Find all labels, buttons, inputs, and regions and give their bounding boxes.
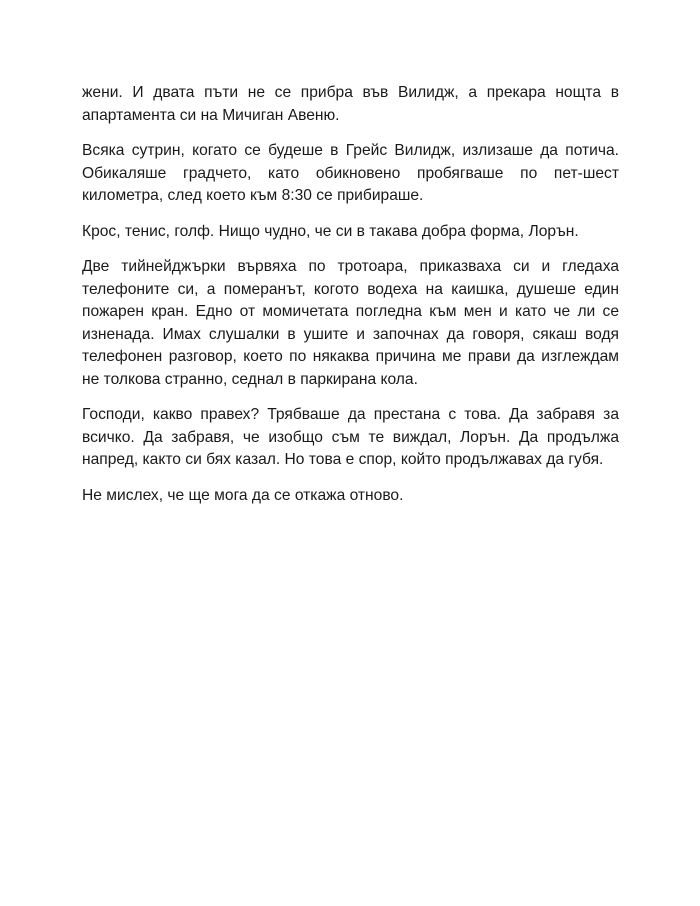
paragraph: Две тийнейджърки вървяха по тротоара, приказваха си и гледаха телефоните си, а померанът, когото водеха на каишка, душеше един пожарен кран. Едно от момичетата погледна към мен и като че ли се изненада. Имах слушалки в ушите и започнах да говоря, сякаш водя телефонен разговор, което по някаква причина ме прави да изглеждам не толкова странно, седнал в паркирана кола.: [82, 258, 619, 388]
document-body: [82, 82, 619, 520]
paragraph: Господи, какво правех? Трябваше да престана с това. Да забравя за всичко. Да забравя, че изобщо съм те виждал, Лорън. Да продължа напред, както си бях казал. Но това е спор, който продължавах да губя.: [82, 406, 619, 468]
paragraph: Всяка сутрин, когато се будеше в Грейс Вилидж, излизаше да потича. Обикаляше градчето, като обикновено пробягваше по пет-шест километра, след което към 8:30 се прибираше.: [82, 142, 619, 204]
paragraph: Не мислех, че ще мога да се откажа отново.: [82, 486, 404, 504]
paragraph: Крос, тенис, голф. Нищо чудно, че си в такава добра форма, Лорън.: [82, 222, 579, 240]
paragraph: жени. И двата пъти не се прибра във Вилидж, а прекара нощта в апартамента си на Мичиган Авеню.: [82, 84, 619, 124]
